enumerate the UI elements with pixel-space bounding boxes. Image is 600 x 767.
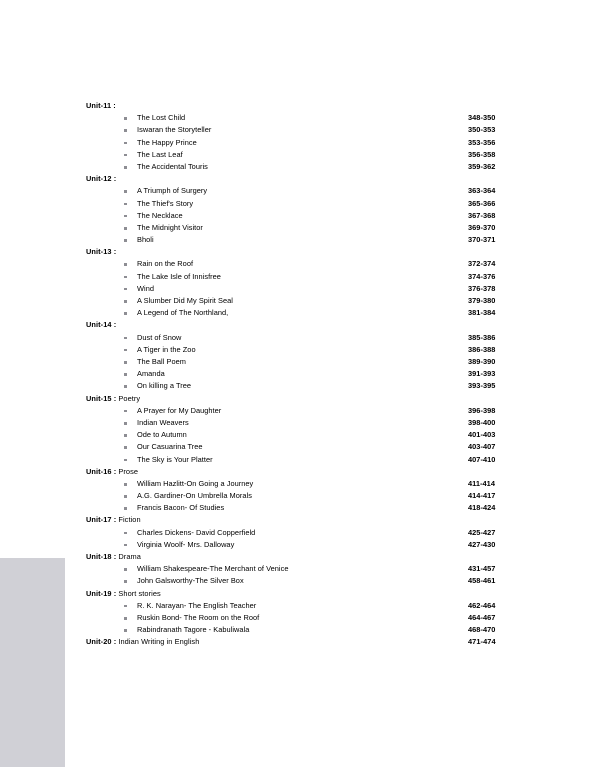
toc-entry-title: Rabindranath Tagore - Kabuliwala: [137, 625, 250, 635]
bullet-square-icon: [124, 446, 127, 449]
unit-subtitle: Short stories: [118, 588, 161, 598]
unit-label: Unit-15 :: [86, 393, 117, 403]
unit-label: Unit-19 :: [86, 588, 117, 598]
unit-heading: [86, 551, 520, 563]
unit-label: Unit-13 :: [86, 247, 117, 257]
unit-subtitle: Indian Writing in English: [118, 637, 200, 647]
toc-entry[interactable]: [86, 454, 520, 466]
bullet-square-icon: [124, 227, 127, 230]
toc-entry-title: A Tiger in the Zoo: [137, 344, 196, 354]
toc-entry[interactable]: [86, 527, 520, 539]
toc-entry-title: William Hazlitt-On Going a Journey: [137, 478, 254, 488]
toc-entry[interactable]: [86, 356, 520, 368]
unit-subtitle: Poetry: [118, 393, 141, 403]
bullet-square-icon: [124, 312, 127, 315]
unit-heading: [86, 319, 520, 331]
toc-entry[interactable]: [86, 210, 520, 222]
unit-label: Unit-17 :: [86, 515, 117, 525]
toc-entry-title: Charles Dickens- David Copperfield: [137, 527, 256, 537]
toc-entry-page-range: 386-388: [468, 344, 496, 354]
bullet-square-icon: [124, 605, 127, 608]
bullet-square-icon: [124, 507, 127, 510]
toc-entry[interactable]: [86, 149, 520, 161]
toc-entry-title: William Shakespeare-The Merchant of Venice: [137, 564, 289, 574]
toc-entry[interactable]: [86, 124, 520, 136]
toc-entry-title: Ruskin Bond- The Room on the Roof: [137, 613, 260, 623]
toc-entry-title: A Slumber Did My Spirit Seal: [137, 296, 233, 306]
bullet-square-icon: [124, 349, 127, 352]
bullet-square-icon: [124, 239, 127, 242]
toc-entry-title: A.G. Gardiner-On Umbrella Morals: [137, 491, 252, 501]
toc-entry[interactable]: [86, 161, 520, 173]
bullet-square-icon: [124, 361, 127, 364]
unit-heading: [86, 100, 520, 112]
toc-entry[interactable]: [86, 332, 520, 344]
unit-page-range: 471-474: [468, 637, 496, 647]
toc-entry-page-range: 379-380: [468, 296, 496, 306]
toc-entry-page-range: 385-386: [468, 332, 496, 342]
bullet-square-icon: [124, 215, 127, 218]
toc-entry[interactable]: [86, 490, 520, 502]
bullet-square-icon: [124, 373, 127, 376]
toc-entry-page-range: 350-353: [468, 125, 496, 135]
toc-entry-page-range: 462-464: [468, 600, 496, 610]
toc-entry-title: Dust of Snow: [137, 332, 182, 342]
unit-subtitle: Fiction: [118, 515, 141, 525]
unit-heading: [86, 246, 520, 258]
bullet-square-icon: [124, 459, 127, 462]
toc-entry-title: Our Casuarina Tree: [137, 442, 203, 452]
bullet-square-icon: [124, 142, 127, 145]
bullet-square-icon: [124, 532, 127, 535]
toc-entry-title: The Sky is Your Platter: [137, 454, 213, 464]
toc-entry-title: The Thief's Story: [137, 198, 194, 208]
toc-entry-page-range: 369-370: [468, 222, 496, 232]
unit-label: Unit-11 :: [86, 101, 116, 110]
toc-entry[interactable]: [86, 429, 520, 441]
unit-heading: [86, 588, 520, 600]
bullet-square-icon: [124, 337, 127, 340]
bullet-square-icon: [124, 288, 127, 291]
toc-entry-page-range: 418-424: [468, 503, 496, 513]
toc-entry-page-range: 411-414: [468, 478, 495, 488]
toc-entry-page-range: 401-403: [468, 430, 496, 440]
toc-entry[interactable]: [86, 198, 520, 210]
toc-entry-page-range: 393-395: [468, 381, 496, 391]
unit-heading: [86, 514, 520, 526]
toc-entry[interactable]: [86, 502, 520, 514]
unit-label: Unit-12 :: [86, 174, 117, 184]
toc-entry[interactable]: [86, 258, 520, 270]
toc-entry[interactable]: [86, 222, 520, 234]
toc-entry-page-range: 356-358: [468, 149, 496, 159]
bullet-square-icon: [124, 580, 127, 583]
toc-entry-title: The Lake Isle of Innisfree: [137, 271, 221, 281]
toc-entry-page-range: 359-362: [468, 161, 496, 171]
toc-entry[interactable]: [86, 185, 520, 197]
toc-entry-page-range: 389-390: [468, 357, 496, 366]
toc-entry-page-range: 381-384: [468, 308, 496, 318]
toc-entry-title: The Last Leaf: [137, 149, 183, 159]
toc-entry-page-range: 363-364: [468, 186, 496, 196]
toc-entry-title: The Necklace: [137, 210, 183, 220]
toc-entry-page-range: 374-376: [468, 271, 496, 281]
bullet-square-icon: [124, 629, 127, 632]
toc-entry-page-range: 370-371: [468, 235, 496, 245]
toc-entry-title: A Triumph of Surgery: [137, 186, 208, 196]
toc-entry-title: Rain on the Roof: [137, 259, 194, 269]
toc-entry-page-range: 396-398: [468, 405, 496, 415]
bullet-square-icon: [124, 117, 127, 120]
toc-entry-title: On killing a Tree: [137, 381, 192, 391]
toc-entry-title: The Ball Poem: [137, 357, 186, 366]
unit-heading: [86, 393, 520, 405]
toc-entry[interactable]: [86, 600, 520, 612]
page-edge-decoration-block: [0, 558, 65, 767]
toc-entry-page-range: 468-470: [468, 625, 496, 635]
toc-entry[interactable]: [86, 612, 520, 624]
toc-entry[interactable]: [86, 539, 520, 551]
bullet-square-icon: [124, 434, 127, 437]
toc-entry[interactable]: [86, 271, 520, 283]
toc-entry-page-range: 431-457: [468, 564, 496, 574]
toc-entry-page-range: 414-417: [468, 491, 496, 501]
toc-entry-page-range: 403-407: [468, 442, 496, 452]
toc-entry[interactable]: [86, 234, 520, 246]
bullet-square-icon: [124, 410, 127, 413]
toc-entry[interactable]: [86, 563, 520, 575]
toc-entry[interactable]: [86, 417, 520, 429]
bullet-square-icon: [124, 129, 127, 132]
toc-entry[interactable]: [86, 575, 520, 587]
bullet-square-icon: [124, 276, 127, 279]
toc-entry-title: The Happy Prince: [137, 137, 197, 147]
toc-entry[interactable]: [86, 307, 520, 319]
toc-entry-title: A Legend of The Northland,: [137, 308, 229, 318]
toc-entry-page-range: 407-410: [468, 454, 496, 464]
toc-entry[interactable]: [86, 344, 520, 356]
toc-entry-page-range: 398-400: [468, 417, 496, 427]
toc-entry-page-range: 348-350: [468, 113, 496, 123]
toc-entry-title: John Galsworthy-The Silver Box: [137, 576, 244, 586]
toc-entry[interactable]: [86, 441, 520, 453]
unit-heading: [86, 636, 520, 648]
unit-label: Unit-16 :: [86, 466, 117, 476]
toc-entry[interactable]: [86, 295, 520, 307]
bullet-square-icon: [124, 495, 127, 498]
toc-entry-title: Wind: [137, 283, 154, 293]
unit-label: Unit-18 :: [86, 552, 117, 562]
toc-entry-page-range: 458-461: [468, 576, 496, 586]
toc-entry-page-range: 427-430: [468, 539, 496, 549]
toc-entry-title: Bholi: [137, 235, 154, 245]
toc-entry[interactable]: [86, 380, 520, 392]
bullet-square-icon: [124, 203, 127, 206]
toc-entry-page-range: 464-467: [468, 613, 496, 623]
unit-subtitle: Drama: [118, 552, 141, 562]
toc-entry-title: R. K. Narayan- The English Teacher: [137, 600, 257, 610]
toc-entry-title: Ode to Autumn: [137, 430, 187, 440]
unit-label: Unit-14 :: [86, 320, 117, 330]
bullet-square-icon: [124, 617, 127, 620]
toc-entry-title: The Lost Child: [137, 113, 186, 123]
toc-entry-page-range: 425-427: [468, 527, 496, 537]
unit-heading: [86, 173, 520, 185]
bullet-square-icon: [124, 300, 127, 303]
toc-entry[interactable]: [86, 405, 520, 417]
toc-entry[interactable]: [86, 283, 520, 295]
bullet-square-icon: [124, 263, 127, 266]
bullet-square-icon: [124, 483, 127, 486]
bullet-square-icon: [124, 385, 127, 388]
toc-entry-page-range: 391-393: [468, 369, 496, 379]
bullet-square-icon: [124, 422, 127, 425]
unit-heading: [86, 466, 520, 478]
bullet-square-icon: [124, 190, 127, 193]
toc-entry[interactable]: [86, 112, 520, 124]
toc-entry-title: The Accidental Touris: [137, 161, 208, 171]
toc-entry-page-range: 367-368: [468, 210, 496, 220]
toc-entry-title: A Prayer for My Daughter: [137, 405, 222, 415]
unit-label: Unit-20 :: [86, 637, 117, 647]
bullet-square-icon: [124, 568, 127, 571]
toc-entry-title: Francis Bacon- Of Studies: [137, 503, 225, 513]
bullet-square-icon: [124, 544, 127, 547]
toc-entry[interactable]: [86, 137, 520, 149]
toc-entry-page-range: 376-378: [468, 283, 496, 293]
toc-entry-title: Amanda: [137, 369, 165, 379]
toc-entry[interactable]: [86, 624, 520, 636]
toc-entry[interactable]: [86, 478, 520, 490]
bullet-square-icon: [124, 154, 127, 157]
toc-entry-title: The Midnight Visitor: [137, 222, 203, 232]
toc-entry[interactable]: [86, 368, 520, 380]
toc-entry-title: Indian Weavers: [137, 417, 189, 427]
toc-entry-page-range: 353-356: [468, 137, 496, 147]
toc-entry-page-range: 365-366: [468, 198, 496, 208]
bullet-square-icon: [124, 166, 127, 169]
toc-entry-title: Iswaran the Storyteller: [137, 125, 212, 135]
table-of-contents: [86, 100, 520, 649]
unit-subtitle: Prose: [118, 466, 139, 476]
toc-entry-page-range: 372-374: [468, 259, 496, 269]
toc-entry-title: Virginia Woolf- Mrs. Dalloway: [137, 539, 235, 549]
